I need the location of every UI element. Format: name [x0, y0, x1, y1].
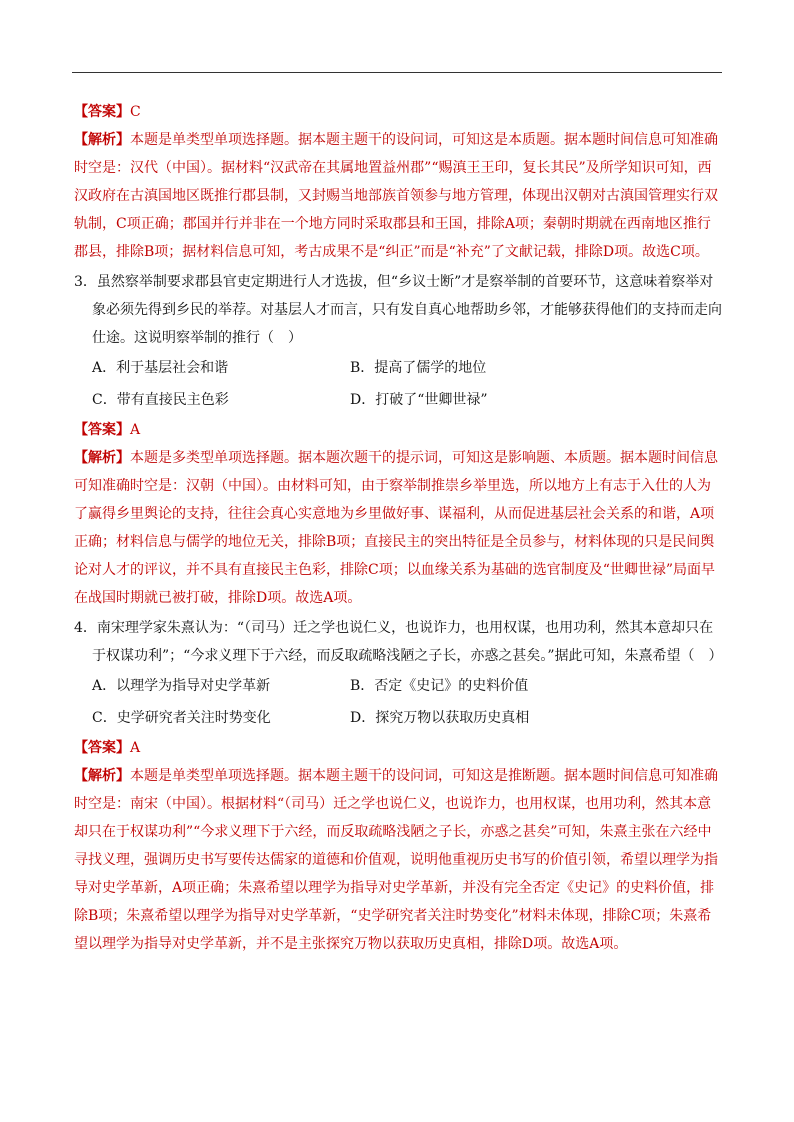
question-3: 3．虽然察举制要求郡县官吏定期进行人才选拔，但“乡议士断”才是察举制的首要环节，这意味着察举对象必须先得到乡民的举荐。对基层人才而言，只有发自真心地帮助乡邻，才能够获得他们的支持而走向仕途。这说明察举制的推行（ ）: [74, 274, 722, 346]
question-4-options: [92, 670, 724, 734]
option-b: B．提高了儒学的地位: [350, 360, 487, 376]
answer-line: 【答案】A: [74, 422, 141, 438]
option-c: C．史学研究者关注时势变化: [92, 710, 271, 726]
option-d: D．打破了“世卿世禄”: [350, 392, 488, 408]
option-d: D．探究万物以获取历史真相: [350, 710, 530, 726]
option-a: A．利于基层社会和谐: [92, 360, 229, 376]
analysis-paragraph: 【解析】本题是单类型单项选择题。据本题主题干的设问词，可知这是推断题。据本题时间信息可知准确时空是：南宋（中国）。根据材料“（司马）迁之学也说仁义，也说诈力，也用权谋，也用功利，然其本意却只在于权谋功利”“今求义理下于六经，而反取疏略浅陋之子长，亦惑之甚矣”可知，朱熹主张在六经中寻找义理，强调历史书写要传达儒家的道德和价值观，说明他重视历史书写的价值引领，希望以理学为指导对史学革新，A项正确；朱熹希望以理学为指导对史学革新，并没有完全否定《史记》的史料价值，排除B项；朱熹希望以理学为指导对史学革新，“史学研究者关注时势变化”材料未体现，排除C项；朱熹希望以理学为指导对史学革新，并不是主张探究万物以获取历史真相，排除D项。故选A项。: [74, 768, 718, 952]
answer-line: 【答案】C: [74, 104, 141, 120]
analysis-paragraph: 【解析】本题是多类型单项选择题。据本题次题干的提示词，可知这是影响题、本质题。据本题时间信息可知准确时空是：汉朝（中国）。由材料可知，由于察举制推崇乡举里选，所以地方上有志于入仕的人为了赢得乡里舆论的支持，往往会真心实意地为乡里做好事、谋福利，从而促进基层社会关系的和谐，A项正确；材料信息与儒学的地位无关，排除B项；直接民主的突出特征是全员参与，材料体现的只是民间舆论对人才的评议，并不具有直接民主色彩，排除C项；以血缘关系为基础的选官制度及“世卿世禄”局面早在战国时期就已被打破，排除D项。故选A项。: [74, 450, 718, 606]
question-4: 4．南宋理学家朱熹认为：“（司马）迁之学也说仁义，也说诈力，也用权谋，也用功利，然其本意却只在于权谋功利”；“今求义理下于六经，而反取疏略浅陋之子长，亦惑之甚矣。”据此可知，朱熹希望（ ）: [74, 620, 723, 664]
document-body: [74, 98, 724, 958]
option-a: A．以理学为指导对史学革新: [92, 678, 271, 694]
analysis-paragraph: 【解析】本题是单类型单项选择题。据本题主题干的设问词，可知这是本质题。据本题时间信息可知准确时空是：汉代（中国）。据材料“汉武帝在其属地置益州郡”“赐滇王王印，复长其民”及所学知识可知，西汉政府在古滇国地区既推行郡县制，又封赐当地部族首领参与地方管理，体现出汉朝对古滇国管理实行双轨制，C项正确；郡国并行并非在一个地方同时采取郡县和王国，排除A项；秦朝时期就在西南地区推行郡县，排除B项；据材料信息可知，考古成果不是“纠正”而是“补充”了文献记载，排除D项。故选C项。: [74, 132, 718, 260]
option-b: B．否定《史记》的史料价值: [350, 678, 529, 694]
option-c: C．带有直接民主色彩: [92, 392, 229, 408]
answer-line: 【答案】A: [74, 740, 141, 756]
header-rule: [72, 72, 722, 73]
question-3-options: [92, 352, 724, 416]
